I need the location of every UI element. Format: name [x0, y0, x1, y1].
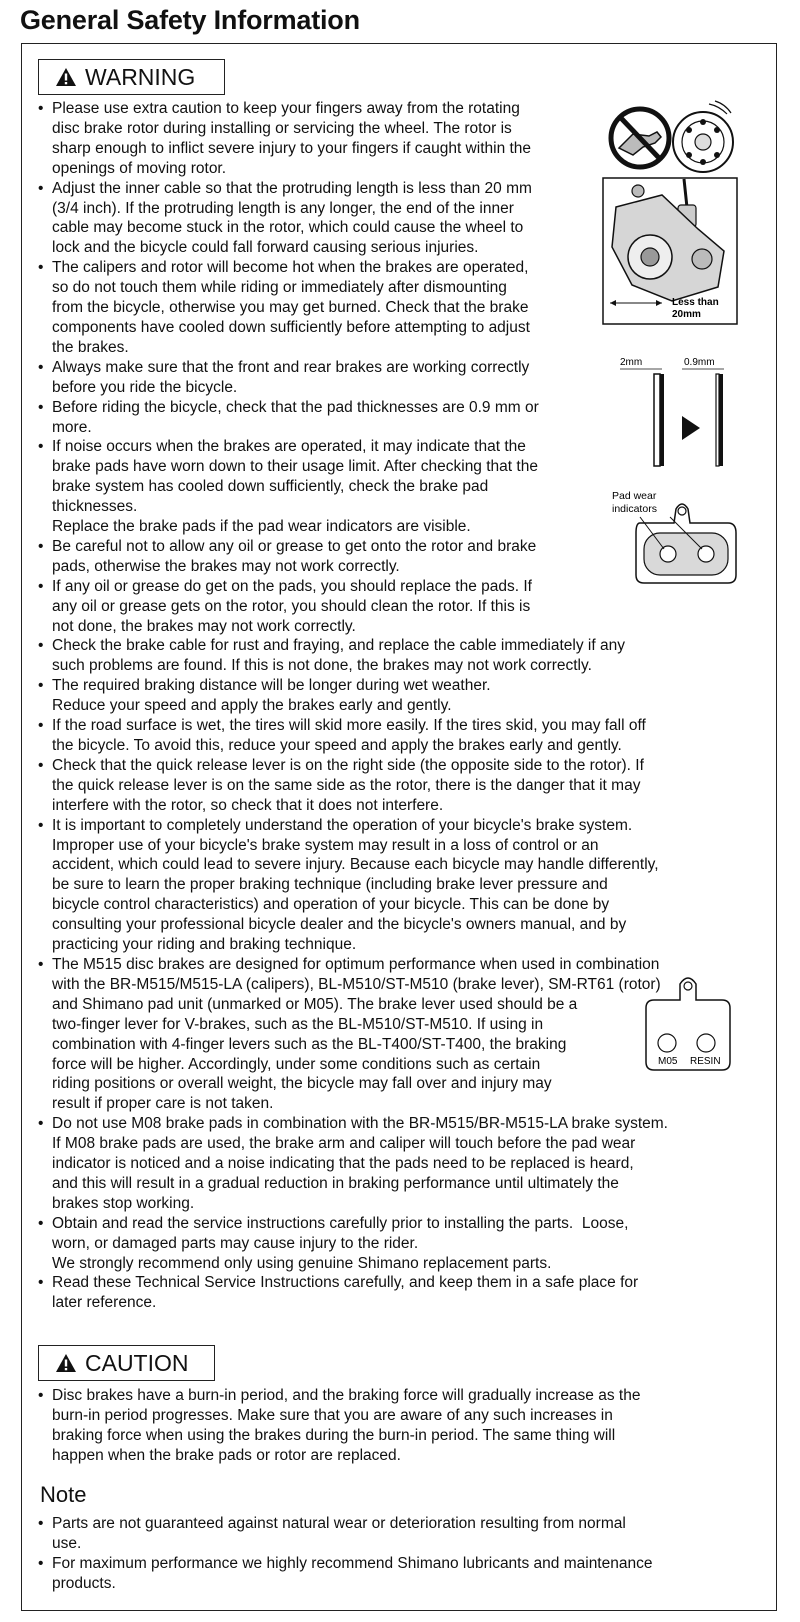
bullet-text-line: Always make sure that the front and rear brakes are working correctly	[52, 358, 530, 376]
bullet-text-line: Check the brake cable for rust and fraying, and replace the cable immediately if any	[52, 637, 625, 655]
bullet-text-line: the quick release lever is on the same side as the rotor, there is the danger that it may	[52, 776, 641, 794]
bullet-text-line: openings of moving rotor.	[52, 159, 227, 177]
note-bullet-item	[38, 1554, 763, 1574]
bullet-dot: •	[38, 816, 44, 834]
caution-triangle-icon	[55, 1353, 77, 1373]
bullet-dot: •	[38, 955, 44, 973]
bullet-text-line: lock and the bicycle could fall forward causing serious injuries.	[52, 239, 479, 257]
bullet-text-line: brake pads have worn down to their usage limit. After checking that the	[52, 458, 538, 476]
bullet-text-line: combination with 4-finger levers such as the BL-T400/ST-T400, the braking	[52, 1035, 567, 1053]
bullet-text-line: products.	[52, 1574, 116, 1592]
bullet-text-line: Improper use of your bicycle's brake system may result in a loss of control or an	[52, 836, 599, 854]
bullet-text-line: If any oil or grease do get on the pads, you should replace the pads. If	[52, 577, 532, 595]
caution-heading: CAUTION	[85, 1349, 189, 1376]
bullet-text-line: later reference.	[52, 1294, 157, 1312]
bullet-text-line: burn-in period progresses. Make sure that you are aware of any such increases in	[52, 1406, 613, 1424]
bullet-text-line: Parts are not guaranteed against natural wear or deterioration resulting from normal	[52, 1515, 626, 1532]
bullet-text-line: practicing your riding and braking technique.	[52, 936, 357, 954]
bullet-dot: •	[38, 637, 44, 655]
warning-heading: WARNING	[85, 63, 196, 90]
bullet-text-line: result if proper care is not taken.	[52, 1095, 274, 1113]
bullet-text-line: It is important to completely understand the operation of your bicycle's brake system.	[52, 816, 633, 834]
bullet-text-line: force will be higher. Accordingly, under some conditions such as certain	[52, 1055, 541, 1073]
bullet-text-line: Disc brakes have a burn-in period, and the braking force will gradually increase as the	[52, 1387, 641, 1404]
bullet-text-line: Before riding the bicycle, check that the pad thicknesses are 0.9 mm or	[52, 398, 539, 416]
bullet-text-line: We strongly recommend only using genuine Shimano replacement parts.	[52, 1254, 552, 1272]
bullet-text-line: Replace the brake pads if the pad wear indicators are visible.	[52, 518, 471, 536]
bullet-text-line: Adjust the inner cable so that the protruding length is less than 20 mm	[52, 179, 532, 197]
warning-bullet-item	[38, 716, 763, 736]
warning-triangle-icon	[55, 67, 77, 87]
cable-length-label-1: Less than	[672, 297, 719, 308]
bullet-dot: •	[38, 358, 44, 376]
note-list	[38, 1514, 763, 1594]
bullet-text-line: Please use extra caution to keep your fingers away from the rotating	[52, 100, 520, 117]
pad-new-thickness-label: 2mm	[620, 357, 643, 368]
no-fingers-rotor-illustration	[605, 98, 737, 176]
bullet-dot: •	[38, 1115, 44, 1133]
bullet-text-line: cable may become stuck in the rotor, which could cause the wheel to	[52, 219, 524, 237]
bullet-text-line: interfere with the rotor, so check that it does not interfere.	[52, 796, 444, 814]
bullet-dot: •	[38, 438, 44, 456]
wear-indicator-label-2: indicators	[612, 503, 657, 515]
bullet-text-line: more.	[52, 418, 92, 436]
bullet-dot: •	[38, 1274, 44, 1292]
warning-bullet-item	[38, 1273, 763, 1293]
bullet-dot: •	[38, 537, 44, 555]
bullet-text-line: The required braking distance will be longer during wet weather.	[52, 677, 491, 695]
pad-wear-indicator-illustration	[610, 487, 740, 587]
bullet-text-line: indicator is noticed and a noise indicating that the pads need to be replaced is heard,	[52, 1155, 634, 1173]
bullet-text-line: Obtain and read the service instructions carefully prior to installing the parts. Loose,	[52, 1214, 629, 1232]
wear-indicator-label-1: Pad wear	[612, 490, 657, 502]
bullet-text-line: riding positions or overall weight, the bicycle may fall over and injury may	[52, 1075, 552, 1093]
bullet-text-line: Reduce your speed and apply the brakes early and gently.	[52, 697, 452, 715]
warning-bullet-item	[38, 816, 763, 836]
pad-unit-m05-illustration	[640, 970, 736, 1074]
bullet-text-line: Be careful not to allow any oil or grease to get onto the rotor and brake	[52, 537, 537, 555]
bullet-text-line: The calipers and rotor will become hot when the brakes are operated,	[52, 259, 529, 277]
bullet-text-line: any oil or grease gets on the rotor, you should clean the rotor. If this is	[52, 597, 531, 615]
bullet-text-line: with the BR-M515/M515-LA (calipers), BL-M510/ST-M510 (brake lever), SM-RT61 (rotor)	[52, 975, 661, 993]
bullet-dot: •	[38, 1515, 44, 1532]
page-title: General Safety Information	[20, 5, 360, 35]
bullet-text-line: If noise occurs when the brakes are operated, it may indicate that the	[52, 438, 526, 456]
bullet-dot: •	[38, 1214, 44, 1232]
bullet-text-line: use.	[52, 1534, 82, 1552]
bullet-dot: •	[38, 398, 44, 416]
note-heading: Note	[40, 1482, 87, 1507]
bullet-dot: •	[38, 717, 44, 735]
warning-bullet-item	[38, 1114, 763, 1134]
bullet-text-line: For maximum performance we highly recommend Shimano lubricants and maintenance	[52, 1554, 653, 1572]
bullet-text-line: If M08 brake pads are used, the brake arm and caliper will touch before the pad wear	[52, 1135, 636, 1153]
bullet-text-line: thicknesses.	[52, 498, 138, 516]
bullet-text-line: worn, or damaged parts may cause injury to the rider.	[52, 1234, 419, 1252]
caliper-cable-illustration	[602, 177, 738, 325]
bullet-text-line: consulting your professional bicycle dealer and the bicycle's owners manual, and by	[52, 916, 627, 934]
caution-heading-box	[38, 1345, 215, 1381]
bullet-text-line: Do not use M08 brake pads in combination with the BR-M515/BR-M515-LA brake system.	[52, 1115, 668, 1133]
note-bullet-item	[38, 1514, 763, 1534]
bullet-text-line: such problems are found. If this is not done, the brakes may not work correctly.	[52, 657, 592, 675]
bullet-text-line: Check that the quick release lever is on the right side (the opposite side to the rotor). If	[52, 756, 644, 774]
bullet-dot: •	[38, 756, 44, 774]
bullet-dot: •	[38, 259, 44, 277]
bullet-text-line: happen when the brake pads or rotor are replaced.	[52, 1446, 401, 1464]
pad-thickness-illustration	[614, 352, 740, 472]
bullet-text-line: from the bicycle, otherwise you may get burned. Check that the brake	[52, 299, 529, 317]
bullet-dot: •	[38, 100, 44, 117]
bullet-text-line: and Shimano pad unit (unmarked or M05). The brake lever used should be a	[52, 995, 578, 1013]
bullet-text-line: not done, the brakes may not work correctly.	[52, 617, 356, 635]
bullet-text-line: pads, otherwise the brakes may not work correctly.	[52, 557, 400, 575]
caution-bullet-item	[38, 1386, 763, 1406]
bullet-text-line: components have cooled down sufficiently before attempting to adjust	[52, 318, 530, 336]
warning-bullet-item	[38, 1214, 763, 1234]
bullet-text-line: If the road surface is wet, the tires will skid more easily. If the tires skid, you may fall off	[52, 717, 646, 735]
bullet-text-line: sharp enough to inflict severe injury to your fingers if caught within the	[52, 139, 532, 157]
bullet-text-line: Read these Technical Service Instructions carefully, and keep them in a safe place for	[52, 1274, 639, 1292]
bullet-text-line: brakes stop working.	[52, 1194, 195, 1212]
warning-heading-box	[38, 59, 225, 95]
pad-worn-thickness-label: 0.9mm	[684, 357, 715, 368]
bullet-text-line: (3/4 inch). If the protruding length is any longer, the end of the inner	[52, 199, 514, 217]
bullet-text-line: before you ride the bicycle.	[52, 378, 238, 396]
bullet-text-line: braking force when using the brakes during the burn-in period. The same thing will	[52, 1426, 616, 1444]
warning-bullet-item	[38, 636, 763, 656]
bullet-text-line: two-finger lever for V-brakes, such as the BL-M510/ST-M510. If using in	[52, 1015, 544, 1033]
bullet-text-line: bicycle control characteristics) and operation of your bicycle. This can be done by	[52, 896, 610, 914]
warning-bullet-item	[38, 676, 763, 696]
bullet-text-line: disc brake rotor during installing or servicing the wheel. The rotor is	[52, 119, 512, 137]
bullet-text-line: accident, which could lead to severe injury. Because each bicycle may handle differently,	[52, 856, 659, 874]
warning-bullet-item	[38, 756, 763, 776]
caution-list	[38, 1386, 763, 1466]
bullet-dot: •	[38, 577, 44, 595]
bullet-text-line: so do not touch them while riding or immediately after dismounting	[52, 279, 507, 297]
pad-mark-resin: RESIN	[690, 1056, 721, 1067]
bullet-dot: •	[38, 179, 44, 197]
cable-length-label-2: 20mm	[672, 309, 701, 320]
bullet-dot: •	[38, 1554, 44, 1572]
pad-mark-m05: M05	[658, 1056, 678, 1067]
bullet-text-line: The M515 disc brakes are designed for optimum performance when used in combination	[52, 955, 660, 973]
bullet-dot: •	[38, 677, 44, 695]
bullet-text-line: the bicycle. To avoid this, reduce your speed and apply the brakes early and gently.	[52, 737, 622, 754]
bullet-text-line: brake system has cooled down sufficiently, check the brake pad	[52, 478, 489, 496]
bullet-text-line: be sure to learn the proper braking technique (including brake lever pressure and	[52, 876, 608, 894]
bullet-text-line: the brakes.	[52, 338, 129, 356]
bullet-dot: •	[38, 1387, 44, 1404]
bullet-text-line: and this will result in a gradual reduction in braking performance until ultimately the	[52, 1174, 619, 1192]
